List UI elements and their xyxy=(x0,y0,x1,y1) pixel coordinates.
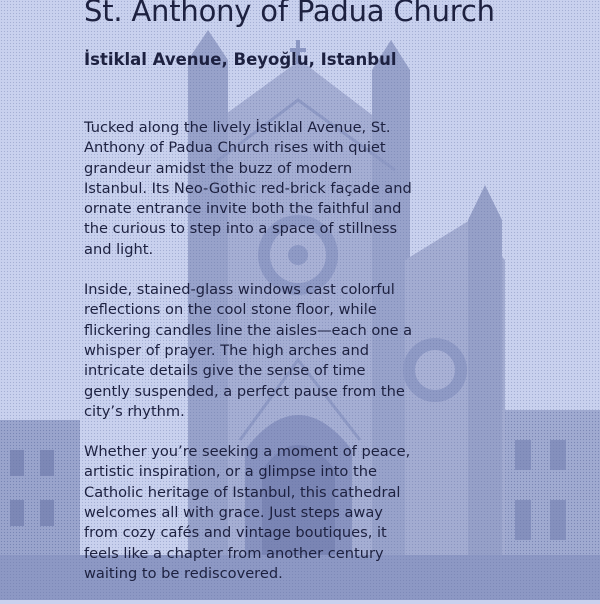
paragraph-intro: Tucked along the lively İstiklal Avenue, St. Anthony of Padua Church rises with quiet grandeur amidst the buzz of modern Istanbul. Its Neo-Gothic red-brick façade and ornate entrance invite both the faithful and the curious to step into a space of stillness and light. xyxy=(84,119,412,258)
page-title: St. Anthony of Padua Church xyxy=(84,0,495,28)
location-subtitle: İstiklal Avenue, Beyoğlu, Istanbul xyxy=(84,50,397,69)
paragraph-interior: Inside, stained-glass windows cast colorful reflections on the cool stone floor, while flickering candles line the aisles—each one a whisper of prayer. The high arches and intricate details give the sense of time gently suspended, a perfect pause from the city’s rhythm. xyxy=(84,281,413,420)
description-body xyxy=(84,118,414,604)
paragraph-invitation: Whether you’re seeking a moment of peace, artistic inspiration, or a glimpse into the Catholic heritage of Istanbul, this cathedral welcomes all with grace. Just steps away from cozy cafés and vintage boutiques, it feels like a chapter from another century waiting to be rediscovered. xyxy=(84,443,411,582)
